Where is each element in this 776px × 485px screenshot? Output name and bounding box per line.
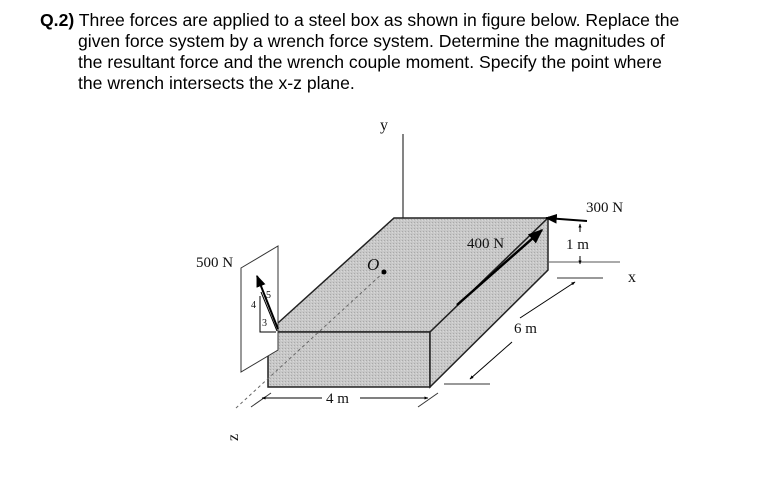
- question-line-4: the wrench intersects the x-z plane.: [78, 73, 355, 93]
- origin-point: [382, 270, 387, 275]
- force-500-label: 500 N: [196, 255, 234, 271]
- dim-4m-label: 4 m: [326, 391, 349, 407]
- dim-6m-arrow-down: [470, 342, 512, 379]
- y-axis-label: y: [380, 117, 388, 134]
- dim-4m-ext-left: [251, 393, 271, 407]
- force-400-label: 400 N: [467, 236, 505, 252]
- x-axis-label: x: [628, 269, 636, 286]
- box-front-face: [268, 332, 430, 387]
- dim-4m-ext-right: [418, 393, 438, 407]
- question-line-3: the resultant force and the wrench couple moment. Specify the point where: [78, 52, 662, 72]
- force-300-arrow: [546, 218, 587, 221]
- question-text-1: Three forces are applied to a steel box as shown in figure below. Replace the: [78, 10, 680, 30]
- force-300-label: 300 N: [586, 200, 624, 216]
- dim-6m-label: 6 m: [514, 321, 537, 337]
- question-line-2: given force system by a wrench force system. Determine the magnitudes of: [78, 31, 665, 51]
- z-axis-label: z: [225, 433, 242, 441]
- slope-label-5: 5: [266, 290, 271, 301]
- slope-label-4: 4: [251, 300, 256, 311]
- slope-label-3: 3: [262, 318, 267, 329]
- dim-1m-label: 1 m: [566, 237, 589, 253]
- origin-label: O: [367, 255, 380, 274]
- question-number: Q.2): [40, 10, 75, 30]
